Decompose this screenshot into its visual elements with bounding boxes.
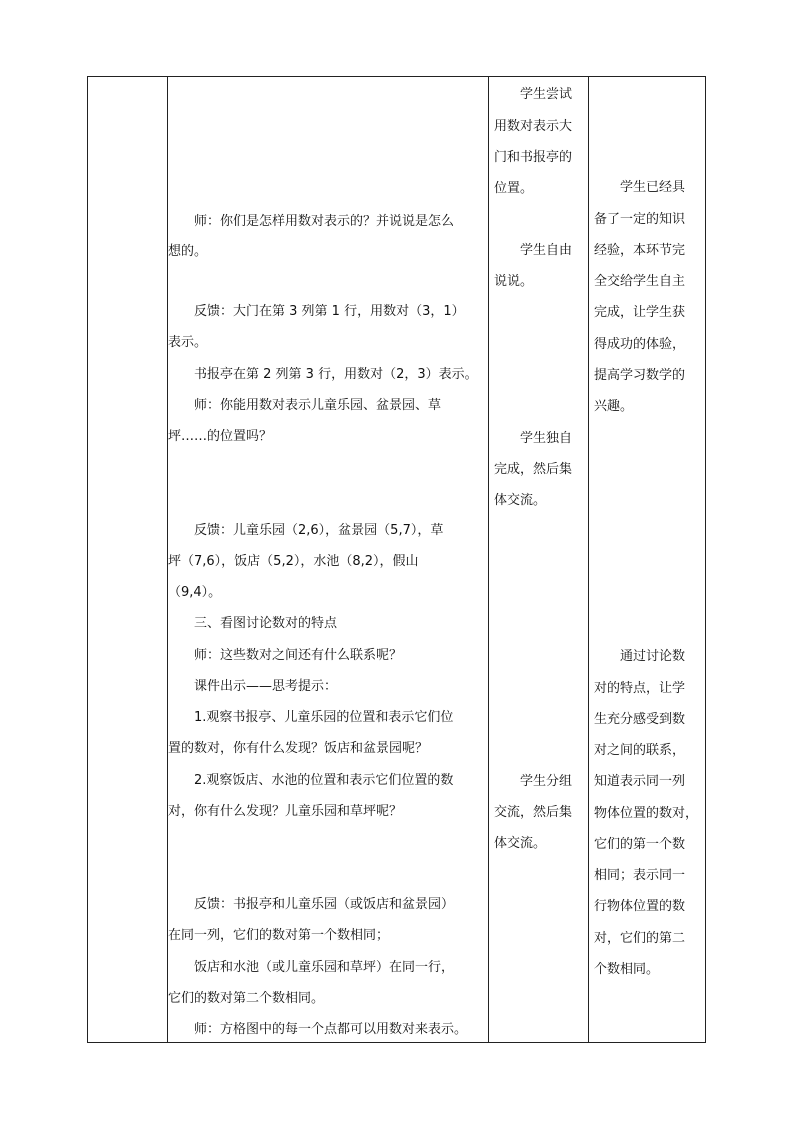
text-line: 想的。	[168, 244, 208, 259]
text-line: 师：这些数对之间还有什么联系呢？	[194, 648, 403, 663]
stage-column	[88, 77, 167, 1042]
text-line: 1.观察书报亭、儿童乐园的位置和表示它们位	[194, 710, 454, 725]
text-line: 表示。	[168, 335, 208, 350]
text-line: 2.观察饭店、水池的位置和表示它们位置的数	[194, 773, 454, 788]
text-line: 个数相同。	[594, 962, 660, 977]
text-line: 备了一定的知识	[594, 212, 686, 227]
text-line: 得成功的体验，	[594, 337, 686, 352]
text-line: 对，它们的第二	[594, 931, 686, 946]
text-line: 提高学习数学的	[594, 368, 686, 383]
text-line: 它们的数对第二个数相同。	[168, 991, 325, 1006]
text-line: 体交流。	[494, 836, 547, 851]
text-line: 学生尝试	[520, 87, 573, 102]
text-line: 师：你能用数对表示儿童乐园、盆景园、草	[194, 398, 442, 413]
text-line: 学生分组	[520, 774, 573, 789]
text-line: 对的特点，让学	[594, 681, 686, 696]
text-line: 体交流。	[494, 493, 547, 508]
text-line: 师：方格图中的每一个点都可以用数对来表示。	[194, 1022, 468, 1037]
text-line: 兴趣。	[594, 399, 634, 414]
text-line: 经验，本环节完	[594, 243, 686, 258]
text-line: 书报亭在第 2 列第 3 行，用数对（2，3）表示。	[194, 367, 478, 382]
text-line: 知道表示同一列	[594, 774, 686, 789]
text-line: 生充分感受到数	[594, 712, 686, 727]
text-line: 行物体位置的数	[594, 899, 686, 914]
column-divider	[488, 77, 489, 1042]
text-line: 完成，然后集	[494, 462, 573, 477]
text-line: 物体位置的数对，	[594, 806, 699, 821]
text-line: 通过讨论数	[620, 649, 686, 664]
text-line: 学生自由	[520, 243, 573, 258]
text-line: 交流，然后集	[494, 805, 573, 820]
text-line: 课件出示——思考提示：	[194, 679, 338, 694]
text-line: 坪……的位置吗？	[168, 429, 273, 444]
text-line: 学生已经具	[620, 180, 686, 195]
text-line: 说说。	[494, 274, 534, 289]
text-line: 位置。	[494, 181, 534, 196]
text-line: 反馈：大门在第 3 列第 1 行，用数对（3，1）	[194, 304, 465, 319]
text-line: 师：你们是怎样用数对表示的？并说说是怎么	[194, 214, 455, 229]
section-heading: 三、看图讨论数对的特点	[194, 616, 338, 631]
text-line: （9,4）。	[168, 585, 222, 600]
text-line: 相同；表示同一	[594, 868, 686, 883]
text-line: 全交给学生自主	[594, 274, 686, 289]
text-line: 在同一列，它们的数对第一个数相同；	[168, 928, 390, 943]
text-line: 学生独自	[520, 431, 573, 446]
text-line: 置的数对，你有什么发现？饭店和盆景园呢？	[168, 741, 429, 756]
text-line: 完成，让学生获	[594, 305, 686, 320]
text-line: 反馈：儿童乐园（2,6），盆景园（5,7），草	[194, 523, 444, 538]
text-line: 它们的第一个数	[594, 837, 686, 852]
text-line: 坪（7,6），饭店（5,2），水池（8,2），假山	[168, 554, 419, 569]
text-line: 对，你有什么发现？儿童乐园和草坪呢？	[168, 804, 403, 819]
text-line: 饭店和水池（或儿童乐园和草坪）在同一行，	[194, 960, 455, 975]
column-divider	[588, 77, 589, 1042]
lesson-plan-table	[87, 76, 706, 1043]
text-line: 对之间的联系，	[594, 743, 686, 758]
text-line: 门和书报亭的	[494, 150, 573, 165]
text-line: 反馈：书报亭和儿童乐园（或饭店和盆景园）	[194, 897, 455, 912]
text-line: 用数对表示大	[494, 119, 573, 134]
